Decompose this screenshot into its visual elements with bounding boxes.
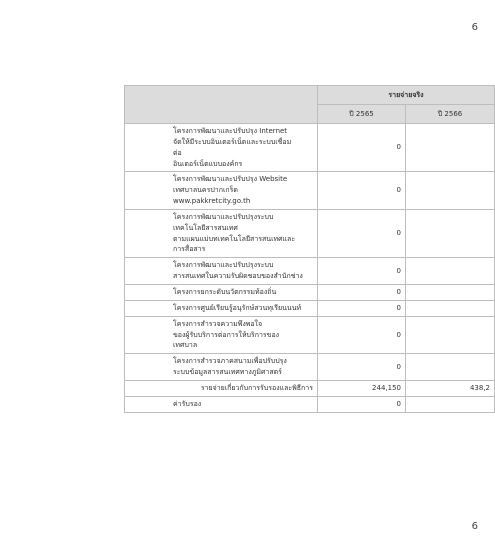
description-line: ต่อ (173, 148, 182, 157)
sub-row (125, 396, 495, 412)
description-line: จัดให้มีระบบอินเตอร์เน็ตและระบบเชื่อม (173, 137, 292, 146)
table-row (125, 124, 495, 172)
page-number-top: 6 (471, 22, 478, 33)
description-line: สารสนเทศในความรับผิดชอบของสำนักช่าง (173, 272, 303, 281)
table-row (125, 284, 495, 300)
value-2565: 0 (318, 284, 406, 300)
description-line: โครงการพัฒนาและปรับปรุง Internet (173, 127, 288, 135)
project-description (125, 284, 318, 300)
value-2566 (406, 258, 495, 285)
project-description (125, 258, 318, 285)
budget-table (124, 85, 495, 413)
description-line: โครงการพัฒนาและปรับปรุง Website (173, 175, 288, 184)
value-2565: 0 (318, 209, 406, 257)
table-row (125, 300, 495, 316)
actual-expense-header: รายจ่ายจริง (318, 86, 495, 105)
table-row (125, 316, 495, 354)
value-2566 (406, 209, 495, 257)
value-2565: 0 (318, 258, 406, 285)
description-line: เทศบาลนครปากเกร็ด (173, 186, 238, 195)
value-2565: 0 (318, 300, 406, 316)
table-row (125, 209, 495, 257)
description-line: อินเตอร์เน็ตแบบองค์กร (173, 159, 243, 168)
value-2566 (406, 172, 495, 210)
value-2565: 0 (318, 124, 406, 172)
project-description (125, 124, 318, 172)
description-line: โครงการสำรวจความพึงพอใจ (173, 319, 263, 328)
project-description (125, 316, 318, 354)
description-line: โครงการพัฒนาและปรับปรุงระบบ (173, 212, 274, 221)
description-line: โครงการสำรวจภาคสนามเพื่อปรับปรุง (173, 357, 287, 366)
description-line: โครงการศูนย์เรียนรู้อนุรักษ์สวนทุเรียนนนท์ (173, 303, 302, 312)
total-value-2565: 244,150 (318, 380, 406, 396)
project-description (125, 300, 318, 316)
description-line: เทคโนโลยีสารสนเทศ (173, 223, 238, 232)
value-2565: 0 (318, 172, 406, 210)
description-line: ตามแผนแม่บทเทคโนโลยีสารสนเทศและ (173, 234, 296, 243)
sub-value-2565: 0 (318, 396, 406, 412)
description-line: www.pakkretcity.go.th (173, 197, 251, 206)
value-2566 (406, 316, 495, 354)
project-description (125, 209, 318, 257)
total-row (125, 380, 495, 396)
project-description (125, 172, 318, 210)
description-line: โครงการพัฒนาและปรับปรุงระบบ (173, 261, 274, 270)
page-number-bottom: 6 (471, 521, 478, 532)
value-2566 (406, 124, 495, 172)
sub-value-2566 (406, 396, 495, 412)
description-line: การสื่อสาร (173, 245, 206, 254)
value-2565: 0 (318, 316, 406, 354)
description-line: ของผู้รับบริการต่อการให้บริการของ (173, 330, 280, 339)
year-2566-header: ปี 2566 (406, 105, 495, 124)
description-header (125, 86, 318, 124)
total-label: รายจ่ายเกี่ยวกับการรับรองและพิธีการ (125, 380, 318, 396)
description-line: ระบบข้อมูลสารสนเทศทางภูมิศาสตร์ (173, 368, 282, 377)
year-2565-header: ปี 2565 (318, 105, 406, 124)
total-value-2566: 438,2 (406, 380, 495, 396)
value-2566 (406, 354, 495, 381)
description-line: เทศบาล (173, 341, 198, 350)
project-description (125, 354, 318, 381)
value-2565: 0 (318, 354, 406, 381)
value-2566 (406, 284, 495, 300)
table-row (125, 172, 495, 210)
sub-label: ค่ารับรอง (125, 396, 318, 412)
description-line: โครงการยกระดับนวัตกรรมท้องถิ่น (173, 287, 277, 296)
table-row (125, 258, 495, 285)
value-2566 (406, 300, 495, 316)
table-row (125, 354, 495, 381)
